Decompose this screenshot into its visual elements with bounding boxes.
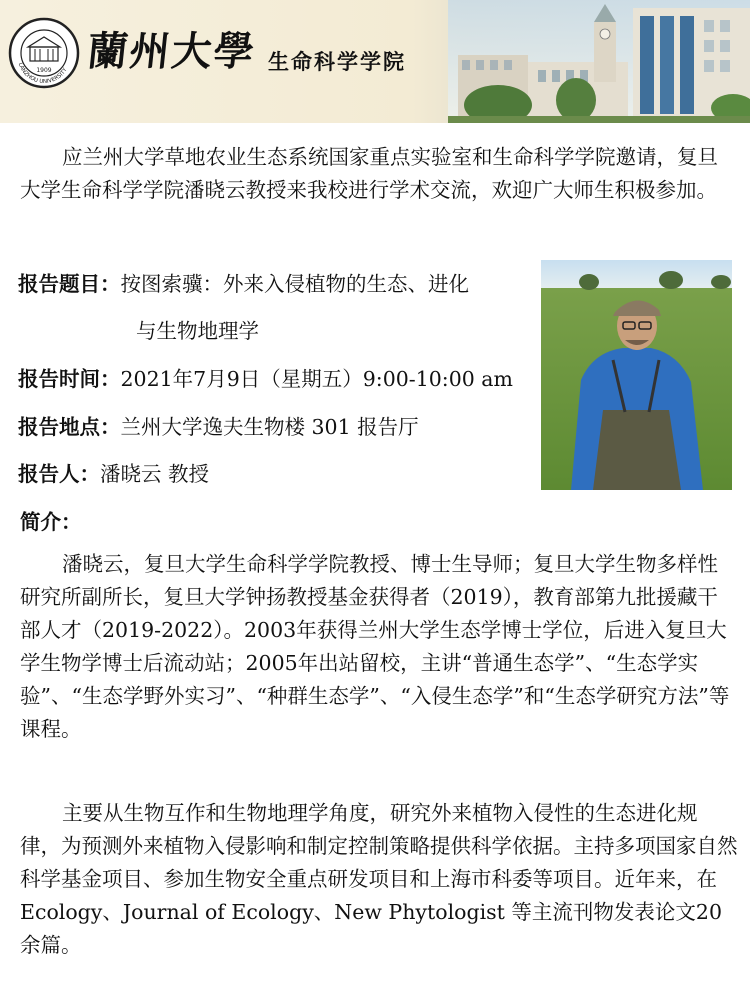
report-title-line2: 与生物地理学 <box>136 319 259 343</box>
intro-paragraph: 应兰州大学草地农业生态系统国家重点实验室和生命科学学院邀请，复旦大学生命科学学院潘晓云教授来我校进行学术交流，欢迎广大师生积极参加。 <box>20 145 718 202</box>
report-speaker-label: 报告人： <box>18 462 100 486</box>
bio-paragraph-2: 主要从生物互作和生物地理学角度，研究外来植物入侵性的生态进化规律，为预测外来植物入侵影响和制定控制策略提供科学依据。主持多项国家自然科学基金项目、参加生物安全重点研发项目和上海市科委等项目。近年来，在 Ecology、Journal of Ecology、New Phytologist 等主流刊物发表论文20余篇。 <box>20 801 738 957</box>
report-title-line1: 按图索骥：外来入侵植物的生态、进化 <box>120 272 469 296</box>
bio-paragraph-1: 潘晓云，复旦大学生命科学学院教授、博士生导师；复旦大学生物多样性研究所副所长，复旦大学钟扬教授基金获得者（2019），教育部第九批援藏干部人才（2019-2022）。2003年获得兰州大学生态学博士学位，后进入复旦大学生物学博士后流动站；2005年出站留校，主讲“普通生态学”、“生态学实验”、“生态学野外实习”、“种群生态学”、“入侵生态学”和“生态学研究方法”等课程。 <box>20 552 730 741</box>
svg-text:LANZHOU UNIVERSITY: LANZHOU UNIVERSITY <box>16 62 69 86</box>
header-banner <box>0 0 750 123</box>
campus-building-image <box>448 0 750 123</box>
report-place-value: 兰州大学逸夫生物楼 301 报告厅 <box>120 415 419 439</box>
college-name: 生命科学学院 <box>268 49 406 74</box>
report-speaker-value: 潘晓云 教授 <box>100 462 210 486</box>
svg-text:1909: 1909 <box>36 67 52 74</box>
report-title-row <box>18 268 469 301</box>
report-time-value: 2021年7月9日（星期五）9:00-10:00 am <box>120 367 513 391</box>
report-speaker-row <box>18 458 209 491</box>
university-seal-logo <box>8 17 80 89</box>
speaker-photo <box>541 260 732 490</box>
bio-heading: 简介： <box>20 510 82 534</box>
report-time-label: 报告时间： <box>18 367 121 391</box>
report-place-label: 报告地点： <box>18 415 121 439</box>
university-name-calligraphy: 蘭州大學 <box>85 28 259 75</box>
report-time-row <box>18 363 513 396</box>
report-title-label: 报告题目： <box>18 272 121 296</box>
report-place-row <box>18 411 419 444</box>
